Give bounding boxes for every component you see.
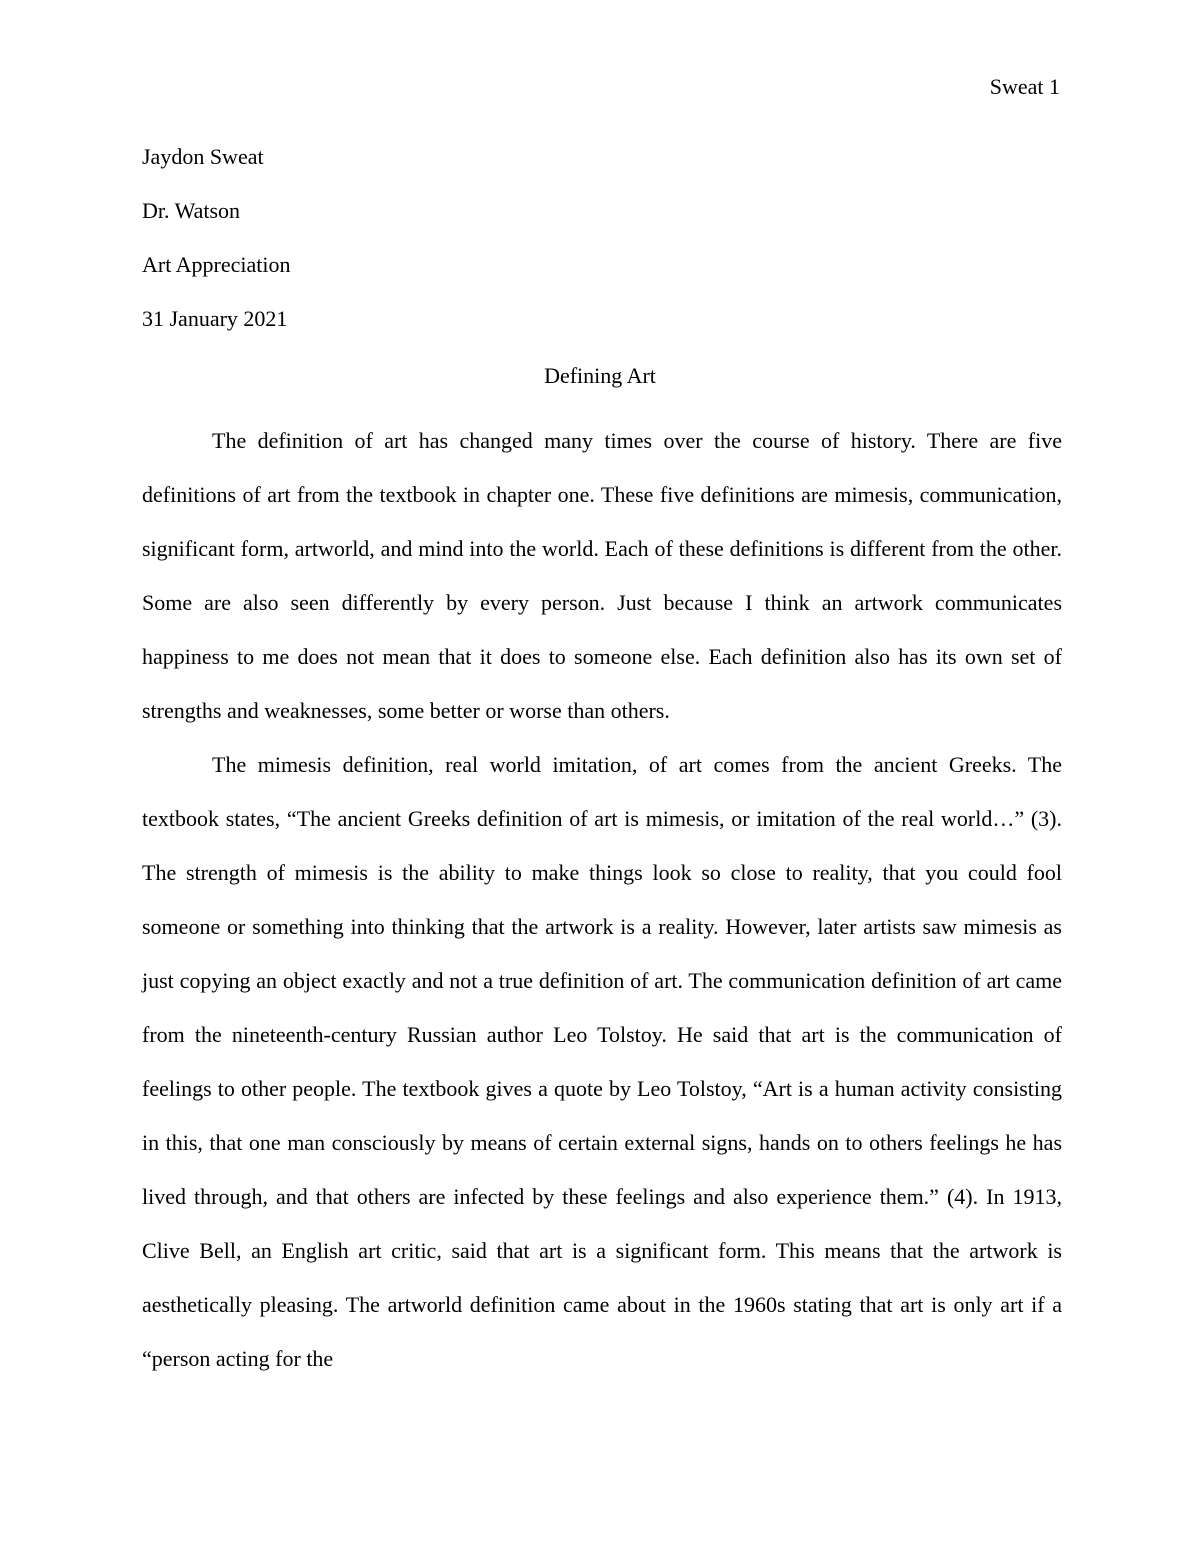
instructor-name: Dr. Watson (142, 198, 241, 223)
mla-heading (142, 145, 1058, 361)
student-name: Jaydon Sweat (142, 144, 264, 169)
body-paragraph: The mimesis definition, real world imitation, of art comes from the ancient Greeks. The textbook states, “The ancient Greeks definition of art is mimesis, or imitation of the real world…” (3). The strength of mimesis is the ability to make things look so close to reality, that you could fool someone or something into thinking that the artwork is a reality. However, later artists saw mimesis as just copying an object exactly and not a true definition of art. The communication definition of art came from the nineteenth-century Russian author Leo Tolstoy. He said that art is the communication of feelings to other people. The textbook gives a quote by Leo Tolstoy, “Art is a human activity consisting in this, that one man consciously by means of certain external signs, hands on to others feelings he has lived through, and that others are infected by these feelings and also experience them.” (4). In 1913, Clive Bell, an English art critic, said that art is a significant form. This means that the artwork is aesthetically pleasing. The artworld definition came about in the 1960s stating that art is only art if a “person acting for the (142, 752, 1062, 1371)
body-paragraph: The definition of art has changed many times over the course of history. There are five definitions of art from the textbook in chapter one. These five definitions are mimesis, communication, significant form, artworld, and mind into the world. Each of these definitions is different from the other. Some are also seen differently by every person. Just because I think an artwork communicates happiness to me does not mean that it does to someone else. Each definition also has its own set of strengths and weaknesses, some better or worse than others. (142, 428, 1062, 723)
document-date: 31 January 2021 (142, 306, 288, 331)
course-name: Art Appreciation (142, 252, 291, 277)
document-title: Defining Art (544, 363, 656, 388)
running-head: Sweat 1 (989, 74, 1060, 99)
document-body (142, 414, 1062, 1386)
